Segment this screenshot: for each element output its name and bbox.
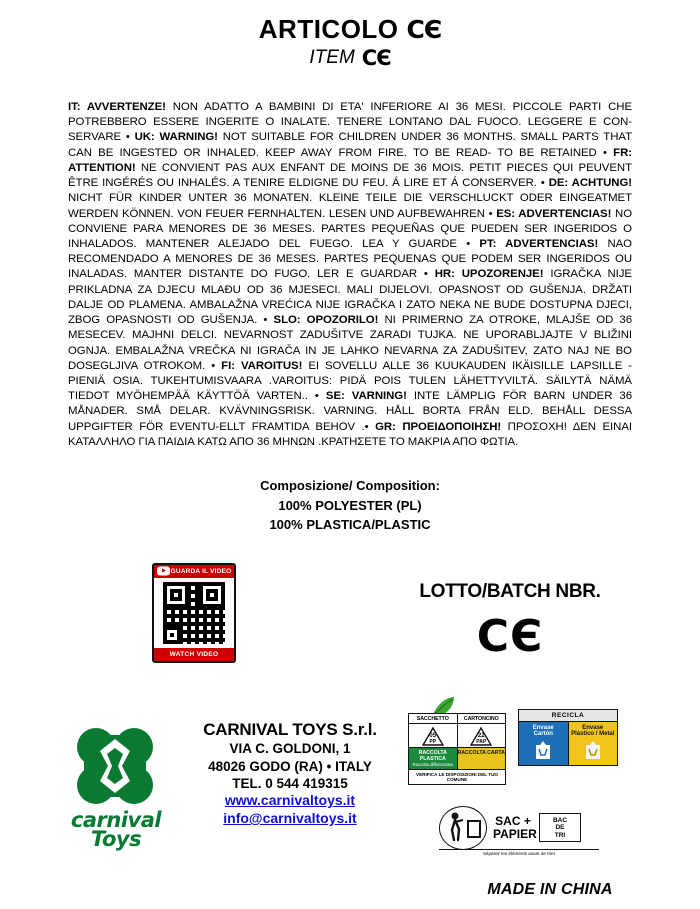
recicla-plastico-cell xyxy=(569,722,618,765)
company-city: 48026 GODO (RA) • ITALY xyxy=(208,758,372,774)
recycle-triangle-icon xyxy=(422,727,444,747)
qr-code-area xyxy=(154,578,234,648)
carnival-clover-logo-icon xyxy=(70,721,160,811)
sacchetto-sub-left: PP xyxy=(429,738,437,745)
composition-line-1: 100% POLYESTER (PL) xyxy=(278,497,422,513)
company-email-link[interactable]: info@carnivaltoys.it xyxy=(223,809,357,826)
page-header xyxy=(0,0,700,70)
bottom-row xyxy=(0,709,700,909)
qr-code-icon xyxy=(163,582,225,644)
band-plastica-sub: Raccolta differenziata xyxy=(412,761,453,767)
company-address: VIA C. GOLDONI, 1 xyxy=(229,741,351,757)
warnings-text: IT: AVVERTENZE! NON ADATTO A BAMBINI DI ETA' INFERIORE AI 36 MESI. PICCOLE PARTI CHE POTREBBERO ESSERE INGERITE O INALATE. TENERE LONTANO DAL FUOCO. LEGGERE E CON-SERVARE • UK: WARNING! NOT SUITABLE FOR CHILDREN UNDER 36 MONTHS. SMALL PARTS THAT CAN BE INGESTED OR INHALED. KEEP AWAY FROM FIRE. TO BE READ- TO BE RETAINED • FR: ATTENTION! NE CONVIENT PAS AUX ENFANT DE MOINS DE 36 MOIS. PETIT PIECES QUI PEUVENT ÊTRE INGÉRÉS OU INHALÉS. A TENIRE ELDIGNE DU FEU. Á LIRE ET Á CONSERVER. • DE: ACHTUNG! NICHT FÜR KINDER UNTER 36 MONATEN. KLEINE TEILE DIE VERSCHLUCKT ODER EINGEATMET WERDEN KÖNNEN. VON FEUER FERNHALTEN. LESEN UND AUFBEWAHREN • ES: ADVERTENCIAS! NO CONVIENE PARA MENORES DE 36 MESES. PARTES PEQUEÑAS QUE PUEDEN SER INGERIDOS O INHALADOS. MANTENER ALEJADO DEL FUEGO. LEA Y GUARDE • PT: ADVERTENCIAS! NAO RECOMENDADO A MENORES DE 36 MESES. PARTES PEQUENAS QUE PODEM SER INGERIDOS OU INALADAS. MANTER DISTANTE DO FUGO. LER E GUARDAR • HR: UPOZORENJE! IGRAČKA NIJE PRIKLADNA ZA DJECU MLAĐU OD 36 MJESECI. MALI DIJELOVI. OPASNOST OD GUŠENJA. DRŽATI DALJE OD PLAMENA. AMBALAŽNA VREĆICA NIJE IGRAČKA I ZATO NEKA NE BUDE DOSTUPNA DJECI, ZBOG OPASNOSTI OD GUŠENJA. • SLO: OPOZORILO! NI PRIMERNO ZA OTROKE, MLAJŠE OD 36 MESECEV. MAJHNI DELCI. NEVARNOST ZADUŠITVE ZARADI TUJKA. NE UPORABLJAJTE V BLIŽINI OGNJA. EMBALAŽNA VREČKA NI IGRAČA IN JE LAHKO NEVARNA ZA ZADUŠITEV, ZATO NAJ NE BO DOSEGLJIVA OTROKOM. • FI: VAROITUS! EI SOVELLU ALLE 36 KUUKAUDEN IKÄISILLE LAPSILLE - PIENIÄ OSIA. TUKEHTUMISVAARA .VAROITUS: PIDÄ POIS TULEN LÄHETTYVILTÄ. SÄILYTÄ NÄMÄ TIEDOT MYÖHEMPÄÄ KÄYTTÖÄ VARTEN.. • SE: VARNING! INTE LÄMPLIG FÖR BARN UNDER 36 MÅNADER. SMÅ DELAR. KVÄVNINGSRISK. VARNING. HÅLL BORTA FRÅN ELD. BEHÅLL DESSA UPPGIFTER FÖR EVENTU-ELLT FRAMTIDA BEHOV .• GR: ΠΡΟΕΙΔΟΠΟΙΗΣΗ! ΠΡΟΣΟΧΗ! ΔΕΝ ΕΙΝΑΙ ΚΑΤΑΛΛΗΛΟ ΓΙΑ ΠΑΙΔΙΑ ΚΑΤΩ ΑΠΟ 36 ΜΗΝΩΝ .ΚΡΑΤΗΣΕΤΕ ΤΟ ΜΑΚΡΙΑ ΑΠΟ ΦΩΤΙΑ. xyxy=(68,101,633,448)
company-name: CARNIVAL TOYS S.r.l. xyxy=(203,719,377,739)
composition-label: Composizione/ Composition: xyxy=(260,478,440,494)
lotto-title: LOTTO/BATCH NBR. xyxy=(419,580,601,602)
youtube-play-icon xyxy=(157,567,170,576)
bac-line-3: TRI xyxy=(554,831,566,839)
page-title: ARTICOLO xyxy=(258,14,399,44)
sacchetto-bands xyxy=(409,747,505,769)
recicla-box xyxy=(518,709,618,766)
company-website-link[interactable]: www.carnivaltoys.it xyxy=(224,792,356,809)
recicla-left-line-1: Envase xyxy=(532,724,554,731)
logo-word-line-2: Toys xyxy=(90,827,142,852)
article-title-row xyxy=(0,14,700,45)
middle-row xyxy=(0,563,700,703)
company-telephone: TEL. 0 544 419315 xyxy=(232,775,348,791)
video-badge-top xyxy=(154,565,234,578)
recycling-triangle-cell-left xyxy=(409,724,458,747)
recycling-triangle-cell-right xyxy=(458,724,506,747)
band-plastica-label: RACCOLTA PLASTICA xyxy=(418,749,447,762)
lotto-block xyxy=(360,580,660,662)
sacchetto-symbols xyxy=(409,724,505,747)
recycling-symbols xyxy=(400,691,670,881)
sac-papier-text xyxy=(487,815,539,840)
company-info xyxy=(160,719,420,828)
tidyman-icon xyxy=(439,806,487,850)
ce-icon: CЄ xyxy=(406,15,442,44)
recycling-bin-icon xyxy=(533,739,553,761)
recicla-right-line-1: Envase xyxy=(582,724,604,731)
video-badge-bottom-label: WATCH VIDEO xyxy=(154,648,234,661)
item-title-row xyxy=(0,46,700,70)
ce-icon: CЄ xyxy=(476,610,544,662)
bac-line-1: BAC xyxy=(552,817,568,825)
sacchetto-header-right: CARTONCINO xyxy=(463,715,499,722)
made-in-label: MADE IN CHINA xyxy=(487,880,613,898)
item-title: ITEM xyxy=(309,47,355,68)
bac-line-2: DE xyxy=(555,824,565,832)
band-carta-label: RACCOLTA CARTA xyxy=(457,749,505,756)
ce-icon: CЄ xyxy=(361,46,391,70)
recicla-carton-cell xyxy=(519,722,569,765)
sacchetto-code-right: 22 xyxy=(477,732,485,739)
sacchetto-sub-right: PAP xyxy=(476,738,487,745)
video-badge-top-label: GUARDA IL VIDEO xyxy=(170,567,232,575)
sacchetto-header-left: SACCHETTO xyxy=(409,714,458,723)
sacchetto-code-left: 05 xyxy=(429,732,437,739)
recicla-title: RECICLA xyxy=(519,710,617,722)
sacchetto-footer-note: VERIFICA LE DISPOSIZIONI DEL TUO COMUNE xyxy=(409,769,505,784)
recicla-right-line-2: Plástico / Metal xyxy=(571,730,615,737)
carnival-logo-wordmark xyxy=(60,807,172,852)
sac-papier-note: Séparez les éléments avant de trier xyxy=(439,849,599,856)
watch-video-badge[interactable] xyxy=(152,563,236,663)
recycling-bin-icon xyxy=(583,739,603,761)
composition-block xyxy=(0,476,700,535)
sac-papier-line-2: PAPIER xyxy=(493,826,537,841)
band-plastica xyxy=(409,748,458,769)
sacchetto-headers xyxy=(409,714,505,724)
logo-word-line-1: carnival xyxy=(70,807,162,832)
sac-papier-block xyxy=(438,801,598,855)
bac-de-tri-icon xyxy=(539,813,581,841)
sacchetto-cartoncino-box xyxy=(408,713,506,785)
recicla-body xyxy=(519,722,617,765)
sac-papier-line-1: SAC + xyxy=(495,813,531,828)
composition-line-2: 100% PLASTICA/PLASTIC xyxy=(269,517,431,533)
recicla-left-line-2: Cartón xyxy=(533,730,553,737)
band-carta xyxy=(458,748,506,769)
recycle-triangle-icon xyxy=(470,727,492,747)
